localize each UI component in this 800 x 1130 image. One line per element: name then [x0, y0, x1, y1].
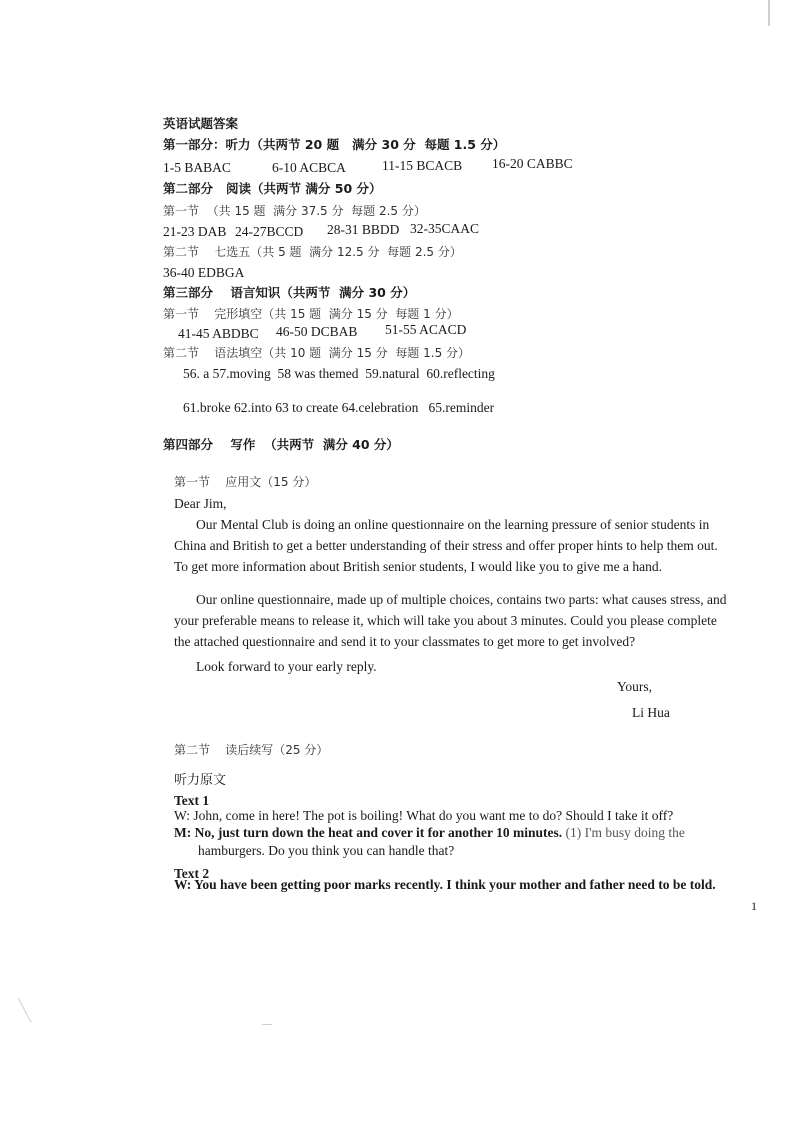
answer-group: 51-55 ACACD	[385, 322, 467, 337]
text2-woman-line: W: You have been getting poor marks recently. I think your mother and father need to be told.	[174, 877, 716, 892]
answer-group: 16-20 CABBC	[492, 156, 573, 171]
answer-group: 21-23 DAB	[163, 224, 227, 239]
letter-paragraph-1: Our Mental Club is doing an online questionnaire on the learning pressure of senior students in China and British to get a better understanding of their stress and offer proper hints to help them out. To get more information about British senior students, I would like you to give me a hand.	[174, 517, 718, 574]
letter-paragraph-3: Look forward to your early reply.	[196, 659, 377, 674]
page-number: 1	[751, 899, 757, 913]
answer-group: 36-40 EDBGA	[163, 265, 245, 280]
answer-group: 11-15 BCACB	[382, 158, 463, 173]
part4-section1-heading: 第一节 应用文（15 分）	[174, 475, 317, 489]
answer-group: 32-35CAAC	[410, 221, 480, 236]
part3-section1-heading: 第一节 完形填空（共 15 题 满分 15 分 每题 1 分）	[163, 307, 459, 321]
answer-group: 41-45 ABDBC	[178, 326, 259, 341]
letter-signature: Li Hua	[632, 705, 670, 720]
text1-man-bold: M: No, just turn down the heat and cover it for another 10 minutes.	[174, 825, 563, 840]
part4-heading: 第四部分 写作 （共两节 满分 40 分）	[163, 437, 399, 452]
grammar-answers-line1: 56. a 57.moving 58 was themed 59.natural 60.reflecting	[183, 366, 495, 381]
part2-section2-heading: 第二节 七选五（共 5 题 满分 12.5 分 每题 2.5 分）	[163, 245, 462, 259]
part1-heading: 第一部分：听力（共两节 20 题 满分 30 分 每题 1.5 分）	[163, 137, 506, 152]
scan-dash-mark	[262, 1024, 272, 1025]
answer-group: 46-50 DCBAB	[276, 324, 358, 339]
scan-stroke-mark	[17, 997, 31, 1022]
part3-heading: 第三部分 语言知识（共两节 满分 30 分）	[163, 285, 416, 300]
part3-section2-heading: 第二节 语法填空（共 10 题 满分 15 分 每题 1.5 分）	[163, 346, 471, 360]
text1-man-rest: (1) I'm busy doing the	[562, 825, 685, 840]
text1-man-line2: hamburgers. Do you think you can handle that?	[198, 843, 455, 858]
grammar-answers-line2: 61.broke 62.into 63 to create 64.celebration 65.reminder	[183, 400, 495, 415]
text1-man-line	[174, 825, 685, 841]
scan-edge-mark	[768, 0, 770, 26]
answer-group: 28-31 BBDD	[327, 222, 400, 237]
document-title: 英语试题答案	[163, 116, 239, 131]
text2-label: Text 2	[174, 866, 210, 881]
listening-transcript-heading: 听力原文	[174, 773, 227, 788]
letter-closing: Yours,	[617, 679, 653, 694]
part4-section2-heading: 第二节 读后续写（25 分）	[174, 743, 329, 757]
part2-heading: 第二部分 阅读（共两节 满分 50 分）	[163, 181, 382, 196]
part2-section1-heading: 第一节 （共 15 题 满分 37.5 分 每题 2.5 分）	[163, 204, 426, 218]
text1-woman-line: W: John, come in here! The pot is boiling! What do you want me to do? Should I take it off?	[174, 808, 674, 823]
letter-paragraph-2: Our online questionnaire, made up of multiple choices, contains two parts: what causes stress, and your preferable means to release it, which will take you about 3 minutes. Could you please complete the attached questionnaire and send it to your classmates to get more to get involved?	[174, 592, 727, 649]
answer-group: 6-10 ACBCA	[272, 160, 346, 175]
text1-label: Text 1	[174, 793, 210, 808]
letter-salutation: Dear Jim,	[174, 496, 227, 511]
answer-group: 1-5 BABAC	[163, 160, 231, 175]
answer-group: 24-27BCCD	[235, 224, 304, 239]
